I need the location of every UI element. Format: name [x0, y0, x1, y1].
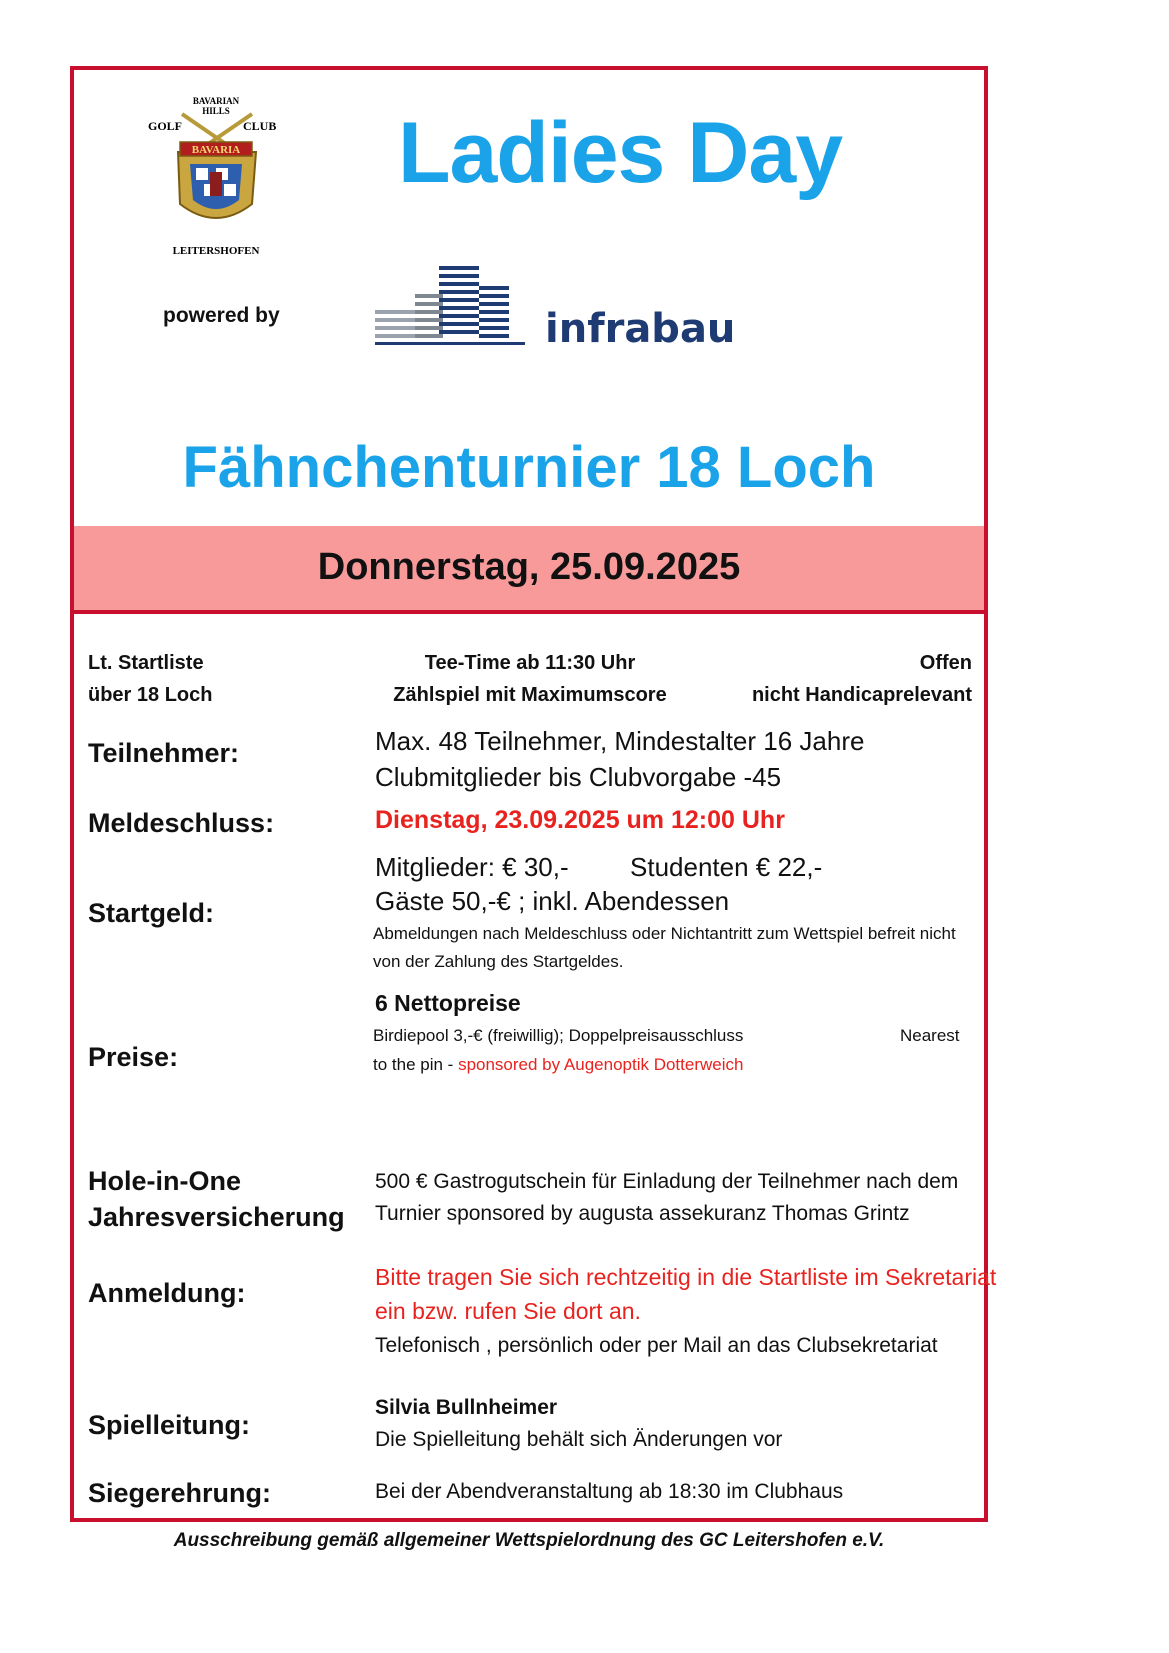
anmeldung-line2: ein bzw. rufen Sie dort an. — [375, 1298, 641, 1324]
infrabau-logo — [375, 264, 735, 354]
hole-in-one-line2: Turnier sponsored by augusta assekuranz Thomas Grintz — [375, 1202, 910, 1225]
info-startliste: Lt. Startliste — [88, 652, 204, 674]
anmeldung-line1: Bitte tragen Sie sich rechtzeitig in die Startliste im Sekretariat — [375, 1264, 997, 1290]
logo-hills-text: HILLS — [202, 106, 230, 116]
logo-bottom-text: LEITERSHOFEN — [172, 245, 260, 257]
startgeld-members: Mitglieder: € 30,- — [375, 852, 569, 882]
logo-top-text: BAVARIAN — [192, 96, 240, 106]
logo-right-text: CLUB — [243, 119, 277, 133]
label-spielleitung: Spielleitung: — [88, 1410, 250, 1440]
anmeldung-line3: Telefonisch , persönlich oder per Mail an das Clubsekretariat — [375, 1334, 938, 1357]
label-preise: Preise: — [88, 1042, 179, 1072]
sponsor-name: infrabau — [545, 306, 735, 352]
preise-line2: to the pin - — [373, 1055, 459, 1074]
label-startgeld: Startgeld: — [88, 898, 215, 928]
startgeld-note2: von der Zahlung des Startgeldes. — [373, 952, 624, 971]
label-anmeldung: Anmeldung: — [88, 1278, 246, 1308]
powered-by-label: powered by — [163, 304, 280, 327]
startgeld-note1: Abmeldungen nach Meldeschluss oder Nichtantritt zum Wettspiel befreit nicht — [373, 924, 956, 943]
label-siegerehrung: Siegerehrung: — [88, 1478, 272, 1508]
spielleitung-name: Silvia Bullnheimer — [375, 1396, 558, 1419]
spielleitung-note: Die Spielleitung behält sich Änderungen vor — [375, 1428, 783, 1451]
date-band — [74, 526, 984, 614]
meldeschluss-date: Dienstag, 23.09.2025 um 12:00 Uhr — [375, 806, 785, 834]
siegerehrung-value: Bei der Abendveranstaltung ab 18:30 im Clubhaus — [375, 1480, 844, 1503]
preise-nearest: Nearest — [900, 1026, 960, 1045]
hole-in-one-line1: 500 € Gastrogutschein für Einladung der Teilnehmer nach dem — [375, 1170, 959, 1193]
golf-club-crest-icon — [140, 92, 292, 264]
footer-note: Ausschreibung gemäß allgemeiner Wettspielordnung des GC Leitershofen e.V. — [173, 1530, 885, 1551]
info-open: Offen — [919, 652, 972, 674]
logo-banner-text: BAVARIA — [191, 144, 241, 156]
info-game-mode: Zählspiel mit Maximumscore — [393, 684, 667, 706]
label-meldeschluss: Meldeschluss: — [88, 808, 275, 838]
info-loch: über 18 Loch — [88, 684, 213, 706]
info-tee-time: Tee-Time ab 11:30 Uhr — [424, 652, 636, 674]
startgeld-guests: Gäste 50,-€ ; inkl. Abendessen — [375, 886, 730, 916]
preise-headline: 6 Nettopreise — [375, 990, 521, 1016]
teilnehmer-line2: Clubmitglieder bis Clubvorgabe -45 — [375, 762, 782, 792]
label-jahresversicherung: Jahresversicherung — [88, 1202, 345, 1232]
building-icon — [375, 264, 735, 354]
logo-left-text: GOLF — [148, 119, 183, 133]
label-teilnehmer: Teilnehmer: — [88, 738, 240, 768]
preise-sponsor: sponsored by Augenoptik Dotterweich — [458, 1055, 744, 1074]
event-date: Donnerstag, 25.09.2025 — [317, 546, 741, 588]
event-name: Fähnchenturnier 18 Loch — [182, 435, 876, 500]
page-title: Ladies Day — [397, 105, 843, 201]
startgeld-students: Studenten € 22,- — [630, 852, 823, 882]
label-hole-in-one: Hole-in-One — [88, 1166, 241, 1196]
info-handicap: nicht Handicaprelevant — [751, 684, 972, 706]
teilnehmer-line1: Max. 48 Teilnehmer, Mindestalter 16 Jahre — [375, 726, 865, 756]
preise-line1: Birdiepool 3,-€ (freiwillig); Doppelpreisausschluss — [373, 1026, 744, 1045]
